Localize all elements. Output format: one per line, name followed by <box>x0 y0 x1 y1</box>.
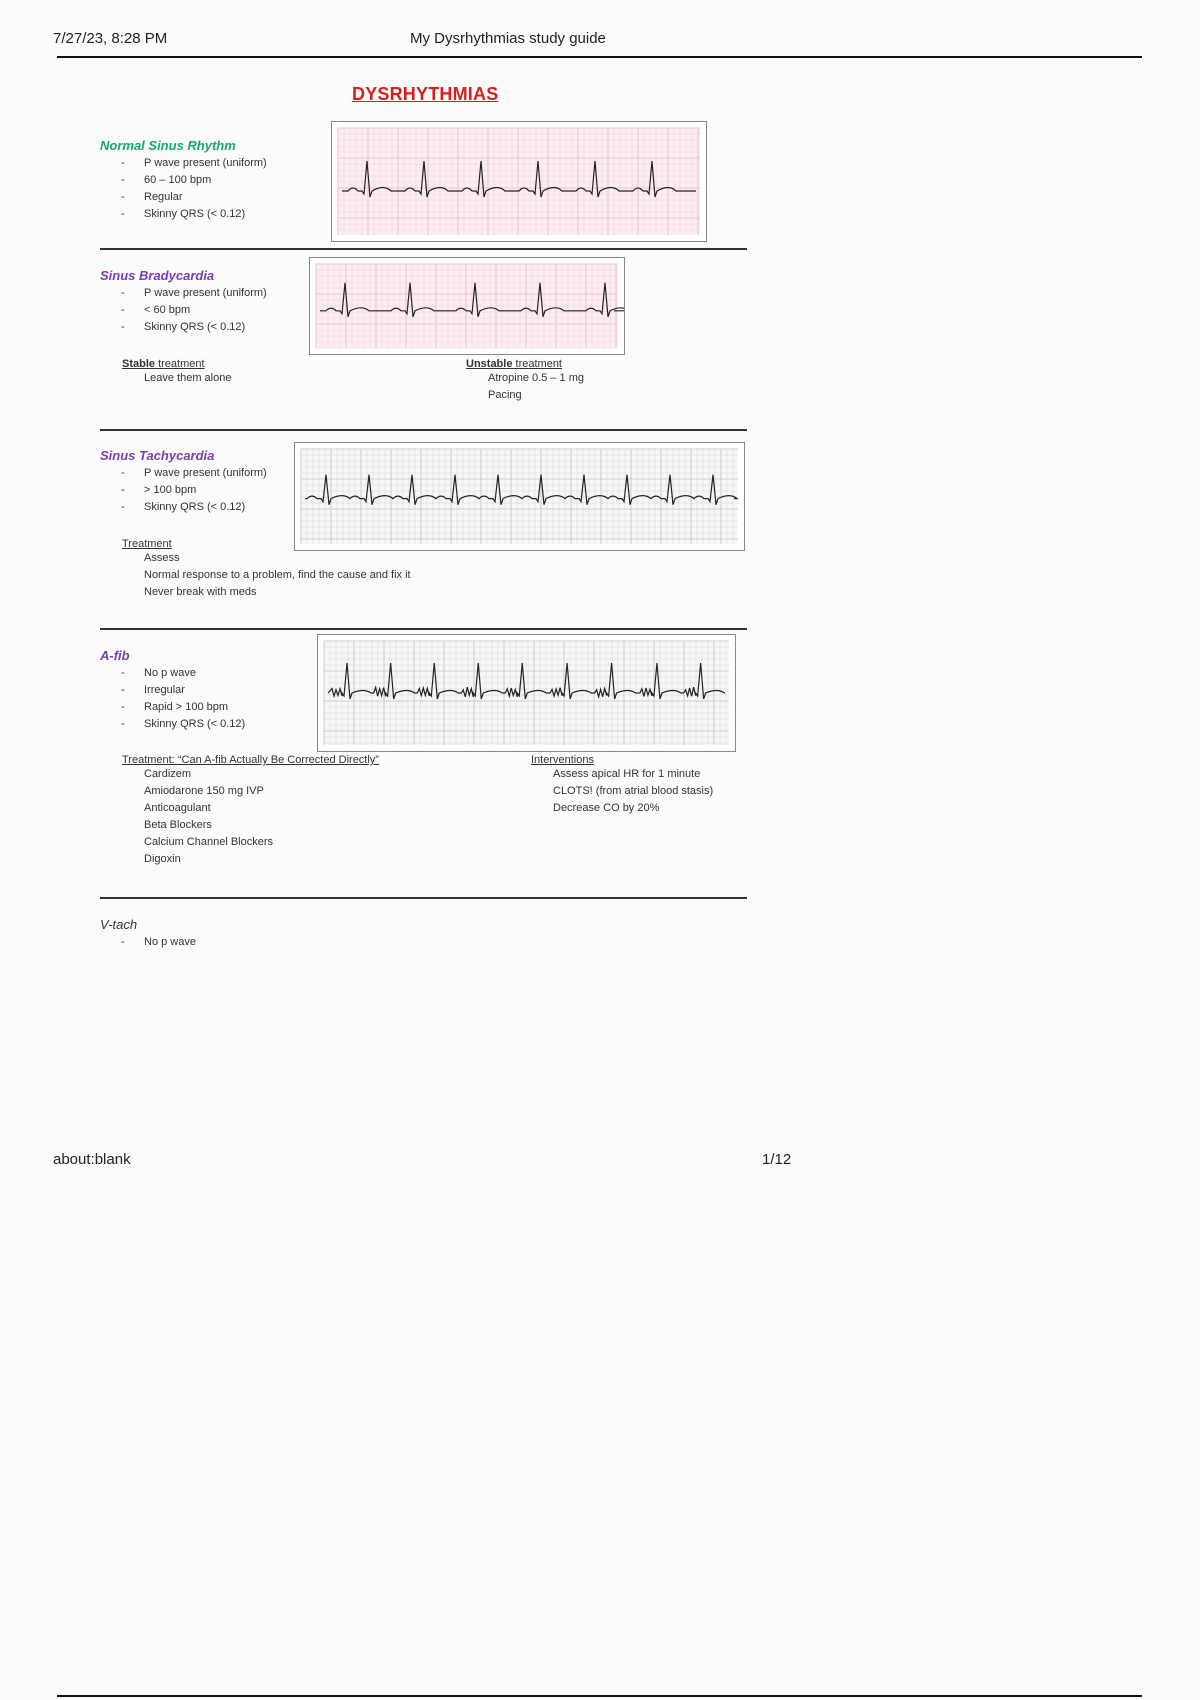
ecg-strip-afib <box>317 634 736 752</box>
tachy-treatment <box>122 538 411 601</box>
tachy-bullets <box>100 465 320 516</box>
unstable-treatment-heading: Unstable treatment <box>466 358 562 370</box>
section-title-nsr: Normal Sinus Rhythm <box>100 138 236 153</box>
print-page-number: 1/12 <box>762 1151 792 1168</box>
section-divider <box>100 248 747 250</box>
list-item: - Regular <box>100 189 320 206</box>
list-item: - P wave present (uniform) <box>100 285 320 302</box>
afib-treatment <box>122 754 379 868</box>
list-item: - 60 – 100 bpm <box>100 172 320 189</box>
list-item: Assess apical HR for 1 minute <box>553 768 701 780</box>
afib-bullets <box>100 665 320 733</box>
list-item: Never break with meds <box>144 586 257 598</box>
ecg-strip-tachy <box>294 442 745 551</box>
ecg-trace-svg <box>318 635 735 751</box>
ecg-strip-brady <box>309 257 625 355</box>
section-divider <box>100 628 747 630</box>
header-rule <box>57 56 1142 58</box>
ecg-trace-svg <box>310 258 624 354</box>
list-item: Normal response to a problem, find the cause and fix it <box>144 569 411 581</box>
ecg-strip-nsr <box>331 121 707 242</box>
afib-mnemonic: “Can A-fib Actually Be Corrected Directly” <box>177 754 379 766</box>
list-item: Assess <box>144 552 180 564</box>
list-item: Cardizem <box>144 768 192 780</box>
section-nsr <box>100 138 320 223</box>
list-item: Calcium Channel Blockers <box>144 836 273 848</box>
section-title-brady: Sinus Bradycardia <box>100 268 215 283</box>
list-item: Digoxin <box>144 853 181 865</box>
list-item: Beta Blockers <box>144 819 212 831</box>
list-item: Atropine 0.5 – 1 mg <box>488 372 585 384</box>
list-item: Anticoagulant <box>144 802 211 814</box>
nsr-bullets <box>100 155 320 223</box>
brady-bullets <box>100 285 320 336</box>
list-item: - P wave present (uniform) <box>100 155 320 172</box>
section-title-vtach: V-tach <box>100 917 138 932</box>
print-title: My Dysrhythmias study guide <box>410 30 606 47</box>
tachy-treatment-heading: Treatment <box>122 538 172 550</box>
list-item: - Skinny QRS (< 0.12) <box>100 499 320 516</box>
list-item: - < 60 bpm <box>100 302 320 319</box>
afib-interventions-heading: Interventions <box>531 754 594 766</box>
brady-unstable-treatment <box>466 358 584 404</box>
section-title-afib: A-fib <box>100 648 130 663</box>
section-title-tachy: Sinus Tachycardia <box>100 448 215 463</box>
list-item: - P wave present (uniform) <box>100 465 320 482</box>
section-vtach <box>100 917 320 951</box>
section-afib <box>100 648 320 733</box>
list-item: Pacing <box>488 389 522 401</box>
list-item: - No p wave <box>100 934 320 951</box>
afib-interventions <box>531 754 713 817</box>
section-brady <box>100 268 320 336</box>
ecg-trace-svg <box>295 443 744 550</box>
list-item: - Skinny QRS (< 0.12) <box>100 319 320 336</box>
list-item: CLOTS! (from atrial blood stasis) <box>553 785 714 797</box>
list-item: Decrease CO by 20% <box>553 802 660 814</box>
list-item: Leave them alone <box>144 372 232 384</box>
ecg-trace-svg <box>332 122 706 241</box>
list-item: - Skinny QRS (< 0.12) <box>100 716 320 733</box>
section-divider <box>100 429 747 431</box>
list-item: - No p wave <box>100 665 320 682</box>
document-title: DYSRHYTHMIAS <box>352 84 499 104</box>
brady-stable-treatment <box>122 358 231 387</box>
vtach-bullets <box>100 934 320 951</box>
list-item: Amiodarone 150 mg IVP <box>144 785 264 797</box>
print-datetime: 7/27/23, 8:28 PM <box>53 30 168 47</box>
list-item: - Rapid > 100 bpm <box>100 699 320 716</box>
section-tachy <box>100 448 320 516</box>
stable-treatment-heading: Stable treatment <box>122 358 205 370</box>
footer-rule <box>57 1695 1142 1697</box>
print-url: about:blank <box>53 1151 131 1168</box>
section-divider <box>100 897 747 899</box>
afib-treatment-heading: Treatment: “Can A-fib Actually Be Corrected Directly” <box>122 754 379 766</box>
list-item: - > 100 bpm <box>100 482 320 499</box>
list-item: - Skinny QRS (< 0.12) <box>100 206 320 223</box>
list-item: - Irregular <box>100 682 320 699</box>
